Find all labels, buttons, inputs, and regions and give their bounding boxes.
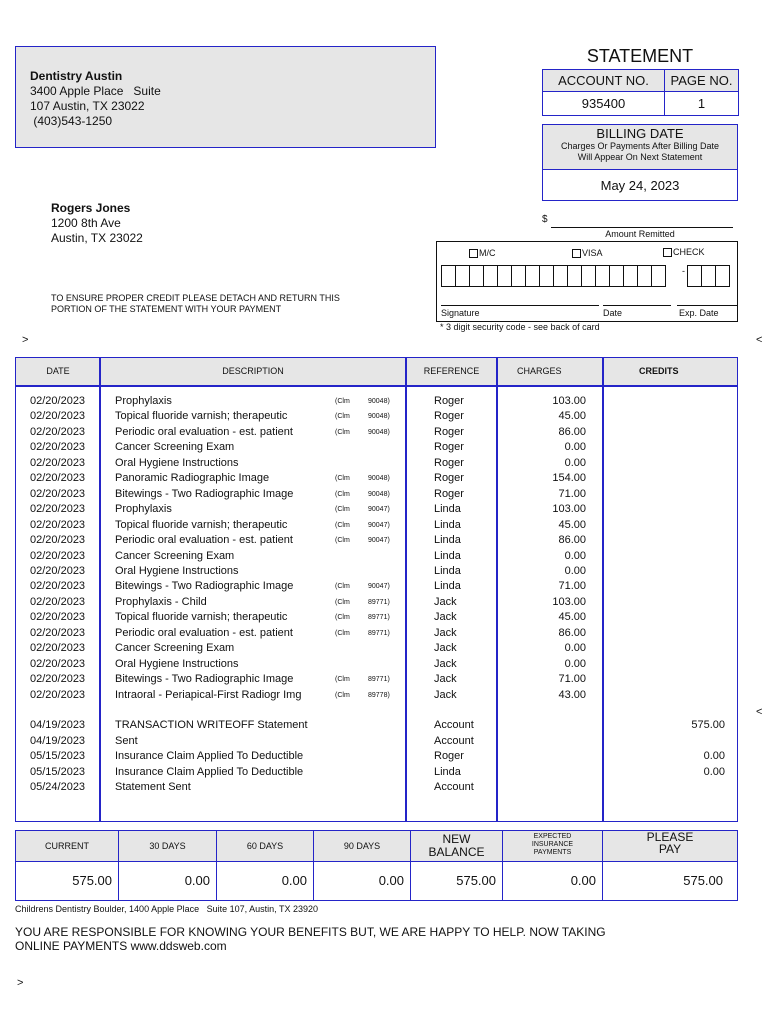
row-credit: 575.00	[691, 719, 725, 732]
days-60-label: 60 DAYS	[217, 831, 314, 861]
new-balance-label-2: BALANCE	[428, 845, 485, 859]
account-no-label: ACCOUNT NO.	[543, 70, 665, 92]
row-description: Bitewings - Two Radiographic Image	[115, 673, 294, 686]
dollar-sign: $	[542, 214, 548, 225]
row-claim-prefix: (Clm	[335, 691, 350, 699]
transactions-table	[15, 357, 738, 822]
row-charge: 86.00	[558, 425, 586, 438]
provider-address-1: 3400 Apple Place Suite	[30, 84, 161, 98]
col-credits-header: CREDITS	[639, 366, 679, 376]
footer-message-line-2: ONLINE PAYMENTS www.ddsweb.com	[15, 939, 227, 953]
row-date: 02/20/2023	[30, 580, 86, 593]
row-claim-number: 90048)	[368, 413, 390, 421]
security-code-note: * 3 digit security code - see back of card	[440, 322, 600, 332]
row-description: Oral Hygiene Instructions	[115, 456, 239, 469]
date-label: Date	[603, 308, 623, 318]
row-charge: 0.00	[564, 549, 586, 562]
days-90-label: 90 DAYS	[314, 831, 411, 861]
row-date: 02/20/2023	[30, 626, 86, 639]
card-number-boxes[interactable]	[441, 265, 665, 287]
row-charge: 71.00	[558, 487, 586, 500]
row-reference: Roger	[434, 472, 464, 485]
col-reference-header: REFERENCE	[423, 366, 480, 376]
row-reference: Jack	[434, 657, 457, 670]
row-reference: Jack	[434, 626, 457, 639]
row-charge: 0.00	[564, 642, 586, 655]
footer-message-line-1: YOU ARE RESPONSIBLE FOR KNOWING YOUR BENEFITS BUT, WE ARE HAPPY TO HELP. NOW TAKING	[15, 925, 606, 939]
row-description: TRANSACTION WRITEOFF Statement	[115, 719, 308, 732]
please-pay-label-1: PLEASE	[646, 830, 694, 844]
billing-date-box	[542, 124, 738, 201]
table-row	[16, 718, 737, 734]
row-claim-number: 89771)	[368, 676, 390, 684]
row-charge: 0.00	[564, 441, 586, 454]
patient-name: Rogers Jones	[51, 201, 131, 215]
row-reference: Account	[434, 734, 474, 747]
row-reference: Roger	[434, 487, 464, 500]
please-pay-value: 575.00	[683, 873, 723, 888]
table-row	[16, 734, 737, 750]
expected-label-2: INSURANCE	[531, 841, 574, 848]
row-charge: 45.00	[558, 611, 586, 624]
detach-notice-line-2: PORTION OF THE STATEMENT WITH YOUR PAYMENT	[51, 304, 282, 314]
account-no-value: 935400	[543, 92, 665, 116]
aging-summary	[15, 830, 738, 901]
row-date: 02/20/2023	[30, 518, 86, 531]
table-row	[16, 409, 737, 425]
row-claim-number: 89778)	[368, 691, 390, 699]
row-claim-number: 89771)	[368, 614, 390, 622]
visa-option[interactable]	[572, 248, 603, 258]
exp-dash: -	[682, 266, 685, 276]
row-claim-number: 90048)	[368, 398, 390, 405]
expected-label-1: EXPECTED	[533, 833, 572, 840]
row-description: Cancer Screening Exam	[115, 549, 235, 562]
row-reference: Linda	[434, 580, 461, 593]
table-row	[16, 749, 737, 765]
row-charge: 45.00	[558, 410, 586, 423]
exp-date-label: Exp. Date	[679, 308, 719, 318]
row-description: Periodic oral evaluation - est. patient	[115, 425, 293, 438]
row-claim-prefix: (Clm	[335, 398, 350, 405]
row-reference: Jack	[434, 642, 457, 655]
table-row	[16, 518, 737, 534]
row-date: 02/20/2023	[30, 425, 86, 438]
row-reference: Linda	[434, 564, 461, 577]
row-date: 02/20/2023	[30, 564, 86, 577]
row-description: Topical fluoride varnish; therapeutic	[115, 611, 288, 624]
table-row	[16, 440, 737, 456]
row-claim-number: 89771)	[368, 598, 390, 606]
footer-address: Childrens Dentistry Boulder, 1400 Apple Place Suite 107, Austin, TX 23920	[15, 904, 319, 914]
row-date: 02/20/2023	[30, 410, 86, 423]
date-line[interactable]	[603, 305, 671, 306]
row-charge: 45.00	[558, 518, 586, 531]
footer-message	[15, 925, 715, 953]
please-pay-label-2: PAY	[658, 842, 682, 856]
row-claim-number: 90047)	[368, 521, 390, 529]
table-row	[16, 456, 737, 472]
billing-note-1: Charges Or Payments After Billing Date	[560, 141, 720, 151]
row-claim-number: 90048)	[368, 490, 390, 498]
row-description: Insurance Claim Applied To Deductible	[115, 750, 304, 763]
row-reference: Jack	[434, 688, 457, 701]
card-payment-box	[436, 241, 738, 322]
table-row	[16, 626, 737, 642]
row-charge: 71.00	[558, 673, 586, 686]
please-pay-label	[603, 831, 737, 861]
new-balance-value: 575.00	[411, 861, 503, 900]
row-date: 04/19/2023	[30, 719, 86, 732]
row-reference: Linda	[434, 549, 461, 562]
row-charge: 0.00	[564, 657, 586, 670]
row-date: 02/20/2023	[30, 472, 86, 485]
mc-option[interactable]	[469, 248, 496, 258]
detach-notice-line-1: TO ENSURE PROPER CREDIT PLEASE DETACH AND RETURN THIS	[51, 293, 340, 303]
check-checkbox[interactable]	[663, 248, 672, 257]
new-balance-label	[411, 831, 503, 861]
row-date: 02/20/2023	[30, 595, 86, 608]
current-label: CURRENT	[16, 831, 119, 861]
provider-name: Dentistry Austin	[30, 69, 123, 83]
row-claim-number: 90047)	[368, 506, 390, 514]
row-claim-prefix: (Clm	[335, 614, 350, 622]
mc-checkbox[interactable]	[469, 249, 478, 258]
table-row	[16, 688, 737, 704]
row-reference: Roger	[434, 456, 464, 469]
provider-phone: (403)543-1250	[30, 114, 113, 128]
row-description: Periodic oral evaluation - est. patient	[115, 534, 293, 547]
row-credit: 0.00	[703, 750, 725, 763]
patient-address-1: 1200 8th Ave	[51, 216, 121, 230]
row-claim-number: 90047)	[368, 583, 390, 591]
row-charge: 86.00	[558, 626, 586, 639]
patient-address	[51, 201, 143, 246]
table-row	[16, 549, 737, 565]
row-date: 02/20/2023	[30, 657, 86, 670]
row-date: 02/20/2023	[30, 673, 86, 686]
page-no-value: 1	[665, 92, 739, 116]
row-charge: 0.00	[564, 456, 586, 469]
row-reference: Roger	[434, 425, 464, 438]
table-row	[16, 533, 737, 549]
marker-left-1: <	[756, 334, 763, 346]
row-date: 05/15/2023	[30, 765, 86, 778]
billing-date-value: May 24, 2023	[600, 178, 680, 193]
row-date: 02/20/2023	[30, 503, 86, 516]
visa-checkbox[interactable]	[572, 249, 581, 258]
days-30-label: 30 DAYS	[119, 831, 217, 861]
row-claim-prefix: (Clm	[335, 506, 350, 514]
days-30-value: 0.00	[119, 861, 217, 900]
billing-date-title: BILLING DATE	[596, 126, 684, 141]
row-description: Periodic oral evaluation - est. patient	[115, 626, 293, 639]
table-row	[16, 487, 737, 503]
table-row	[16, 703, 737, 719]
marker-right-2: >	[17, 977, 24, 989]
row-charge: 0.00	[564, 564, 586, 577]
account-table	[542, 69, 739, 116]
signature-label: Signature	[441, 308, 480, 318]
table-row	[16, 672, 737, 688]
col-description-header: DESCRIPTION	[222, 366, 284, 376]
row-claim-prefix: (Clm	[335, 537, 350, 545]
row-date: 04/19/2023	[30, 734, 86, 747]
row-date: 02/20/2023	[30, 611, 86, 624]
row-date: 02/20/2023	[30, 688, 86, 701]
current-value: 575.00	[16, 861, 119, 900]
row-reference: Account	[434, 781, 474, 794]
row-description: Insurance Claim Applied To Deductible	[115, 765, 304, 778]
table-row	[16, 394, 737, 410]
row-description: Sent	[115, 734, 138, 747]
row-claim-prefix: (Clm	[335, 475, 350, 483]
row-description: Bitewings - Two Radiographic Image	[115, 487, 294, 500]
row-date: 02/20/2023	[30, 441, 86, 454]
exp-date-line[interactable]	[677, 305, 737, 306]
provider-address-2: 107 Austin, TX 23022	[30, 99, 145, 113]
table-row	[16, 657, 737, 673]
billing-note-2: Will Appear On Next Statement	[577, 152, 703, 162]
detach-notice	[51, 293, 340, 315]
row-description: Panoramic Radiographic Image	[115, 472, 270, 485]
row-claim-prefix: (Clm	[335, 413, 350, 421]
row-claim-prefix: (Clm	[335, 490, 350, 498]
expected-insurance-label	[503, 831, 603, 861]
row-claim-prefix: (Clm	[335, 629, 350, 637]
row-charge: 103.00	[552, 595, 586, 608]
row-claim-prefix: (Clm	[335, 676, 350, 684]
row-charge: 154.00	[552, 472, 586, 485]
row-date: 02/20/2023	[30, 395, 86, 407]
row-reference: Linda	[434, 518, 461, 531]
row-charge: 71.00	[558, 580, 586, 593]
row-reference: Roger	[434, 441, 464, 454]
table-row	[16, 471, 737, 487]
row-charge: 86.00	[558, 534, 586, 547]
row-charge: 43.00	[558, 688, 586, 701]
row-date: 02/20/2023	[30, 642, 86, 655]
row-description: Statement Sent	[115, 781, 191, 794]
statement-title: STATEMENT	[586, 46, 694, 66]
row-reference: Roger	[434, 410, 464, 423]
row-reference: Roger	[434, 395, 464, 407]
amount-remitted-field[interactable]	[551, 227, 733, 228]
days-60-value: 0.00	[217, 861, 314, 900]
new-balance-label-1: NEW	[442, 832, 471, 846]
row-claim-number: 90048)	[368, 428, 390, 436]
table-row	[16, 425, 737, 441]
row-claim-number: 90047)	[368, 537, 390, 545]
row-charge: 103.00	[552, 395, 586, 407]
row-date: 02/20/2023	[30, 534, 86, 547]
marker-right-1: >	[22, 334, 29, 346]
col-charges-header: CHARGES	[517, 366, 562, 376]
row-reference: Jack	[434, 595, 457, 608]
col-date-header: DATE	[46, 366, 70, 376]
patient-address-2: Austin, TX 23022	[51, 231, 143, 245]
row-description: Intraoral - Periapical-First Radiogr Img	[115, 688, 302, 701]
row-description: Oral Hygiene Instructions	[115, 657, 239, 670]
row-credit: 0.00	[703, 765, 725, 778]
amount-remitted-label: Amount Remitted	[605, 229, 675, 239]
table-row	[16, 641, 737, 657]
marker-left-2: <	[756, 706, 763, 718]
page-no-label: PAGE NO.	[665, 70, 739, 92]
row-claim-number: 89771)	[368, 629, 390, 637]
security-code-boxes[interactable]	[687, 265, 729, 287]
row-description: Prophylaxis - Child	[115, 595, 207, 608]
row-reference: Linda	[434, 534, 461, 547]
table-row	[16, 502, 737, 518]
row-description: Cancer Screening Exam	[115, 642, 235, 655]
row-description: Prophylaxis	[115, 395, 172, 407]
days-90-value: 0.00	[314, 861, 411, 900]
row-date: 02/20/2023	[30, 487, 86, 500]
expected-insurance-value: 0.00	[503, 861, 603, 900]
mc-label: M/C	[479, 248, 496, 258]
row-description: Topical fluoride varnish; therapeutic	[115, 518, 288, 531]
row-reference: Linda	[434, 765, 461, 778]
row-description: Prophylaxis	[115, 503, 172, 516]
row-reference: Roger	[434, 750, 464, 763]
table-row	[16, 765, 737, 781]
table-row	[16, 595, 737, 611]
row-date: 05/15/2023	[30, 750, 86, 763]
check-option[interactable]	[663, 247, 705, 257]
row-reference: Jack	[434, 673, 457, 686]
row-reference: Linda	[434, 503, 461, 516]
row-description: Oral Hygiene Instructions	[115, 564, 239, 577]
row-claim-number: 90048)	[368, 475, 390, 483]
row-description: Bitewings - Two Radiographic Image	[115, 580, 294, 593]
row-charge: 103.00	[552, 503, 586, 516]
table-row	[16, 579, 737, 595]
check-label: CHECK	[673, 247, 705, 257]
row-date: 02/20/2023	[30, 549, 86, 562]
row-date: 02/20/2023	[30, 456, 86, 469]
row-description: Cancer Screening Exam	[115, 441, 235, 454]
row-date: 05/24/2023	[30, 781, 86, 794]
table-row	[16, 780, 737, 796]
row-claim-prefix: (Clm	[335, 583, 350, 591]
table-row	[16, 564, 737, 580]
signature-line[interactable]	[441, 305, 599, 306]
row-claim-prefix: (Clm	[335, 598, 350, 606]
row-reference: Account	[434, 719, 474, 732]
provider-box	[15, 46, 436, 148]
row-reference: Jack	[434, 611, 457, 624]
visa-label: VISA	[582, 248, 603, 258]
table-row	[16, 610, 737, 626]
row-claim-prefix: (Clm	[335, 428, 350, 436]
expected-label-3: PAYMENTS	[533, 849, 572, 856]
row-description: Topical fluoride varnish; therapeutic	[115, 410, 288, 423]
row-claim-prefix: (Clm	[335, 521, 350, 529]
